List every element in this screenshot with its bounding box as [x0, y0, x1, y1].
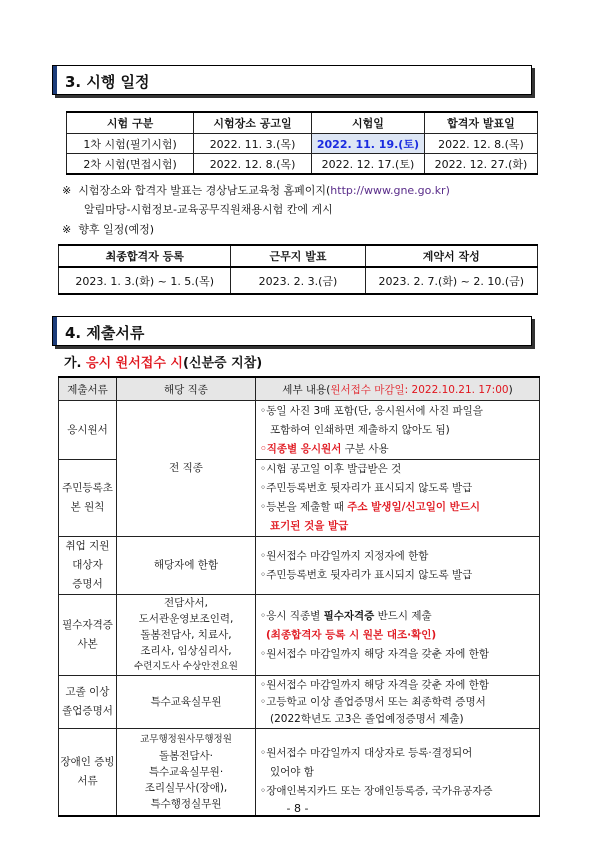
detail-line: ◦장애인복지카드 또는 장애인등록증, 국가유공자증 — [260, 784, 493, 797]
subsection-title — [64, 352, 262, 371]
cell-contract: 2023. 2. 7.(화) ~ 2. 10.(금) — [365, 267, 537, 294]
detail-bold: ◦직종별 응시원서 — [260, 442, 342, 455]
header-details — [256, 377, 540, 401]
header-deadline: 원서접수 마감일: 2022.10.21. 17:00 — [330, 383, 509, 396]
note-2 — [62, 221, 154, 237]
detail-text: ◦등본을 제출할 때 — [260, 501, 348, 513]
note-text: 향후 일정(예정) — [78, 223, 155, 236]
header-final-registration: 최종합격자 등록 — [59, 245, 231, 267]
page-number: - 8 - — [286, 802, 309, 815]
cell-document — [59, 676, 117, 729]
table-row — [59, 401, 540, 460]
detail-line: 포함하여 인쇄하면 제출하지 않아도 됨) — [270, 423, 450, 436]
future-schedule-table — [58, 244, 538, 295]
job-line: 돌봄전담사· — [158, 750, 214, 762]
job-line: 특수행정실무원 — [150, 798, 222, 810]
note-1-line2: 알림마당-시험정보-교육공무직원채용시험 칸에 게시 — [84, 203, 333, 216]
detail-text: 구분 사용 — [341, 442, 389, 455]
cell-exam-date: 2022. 12. 17.(토) — [311, 154, 424, 175]
table-header-row — [59, 245, 538, 267]
header-result-date: 합격자 발표일 — [424, 112, 537, 134]
detail-line: ◦원서접수 마감일까지 해당 자격을 갖춘 자에 한함 — [260, 678, 490, 691]
header-exam-type: 시험 구분 — [67, 112, 194, 134]
cell-venue-notice: 2022. 12. 8.(목) — [194, 154, 312, 175]
header-exam-date: 시험일 — [311, 112, 424, 134]
document-name-line: 졸업증명서 — [62, 705, 113, 717]
note-1 — [62, 182, 450, 198]
detail-text: 반드시 제출 — [374, 609, 432, 622]
section-4-header — [52, 316, 532, 346]
detail-line — [260, 440, 539, 459]
cell-exam-date: 2022. 11. 19.(토) — [311, 134, 424, 154]
header-job: 해당 직종 — [117, 377, 256, 401]
cell-final-registration: 2023. 1. 3.(화) ~ 1. 5.(목) — [59, 267, 231, 294]
section-bar — [53, 317, 57, 345]
table-header-row — [67, 112, 538, 134]
cell-venue-notice: 2022. 11. 3.(목) — [194, 134, 312, 154]
cell-document — [59, 537, 117, 595]
cell-job: 전 직종 — [117, 401, 256, 537]
detail-line: ◦원서접수 마감일까지 지정자에 한함 — [260, 549, 429, 562]
job-line: 전담사서, — [164, 597, 208, 609]
header-workplace-notice: 근무지 발표 — [231, 245, 365, 267]
schedule-table — [66, 111, 538, 175]
cell-workplace-notice: 2023. 2. 3.(금) — [231, 267, 365, 294]
cell-details — [256, 595, 540, 676]
note-text: 시험장소와 합격자 발표는 경상남도교육청 홈페이지( — [78, 184, 331, 197]
detail-text: ◦응시 직종별 — [260, 609, 324, 622]
header-details-suffix: ) — [508, 383, 513, 396]
job-line: 돌봄전담사, 치료사, — [140, 629, 232, 641]
table-row — [59, 676, 540, 729]
job-line: 교무행정원사무행정원 — [140, 734, 232, 745]
subsection-suffix: (신분증 지참) — [183, 356, 263, 371]
note-mark: ※ — [62, 184, 72, 197]
section-3-title: 3. 시행 일정 — [65, 73, 150, 91]
cell-document: 장애인 증빙서류 — [59, 729, 117, 817]
table-header-row — [59, 377, 540, 401]
table-row — [67, 154, 538, 175]
section-3-header — [52, 65, 532, 95]
header-venue-notice: 시험장소 공고일 — [194, 112, 312, 134]
cell-document: 필수자격증 사본 — [59, 595, 117, 676]
detail-line — [260, 607, 539, 626]
subsection-highlight: 응시 원서접수 시 — [86, 356, 183, 371]
detail-bold: 필수자격증 — [323, 609, 375, 622]
document-name-line: 고졸 이상 — [65, 686, 110, 698]
detail-line: 있어야 함 — [270, 765, 314, 778]
detail-line: (2022학년도 고3은 졸업예정증명서 제출) — [270, 712, 464, 725]
header-document: 제출서류 — [59, 377, 117, 401]
detail-line: ◦원서접수 마감일까지 대상자로 등록·결정되어 — [260, 746, 473, 759]
detail-line: ◦원서접수 마감일까지 해당 자격을 갖춘 자에 한함 — [260, 647, 490, 660]
table-row — [59, 537, 540, 595]
detail-emphasis: 주소 발생일/신고일이 반드시 — [347, 501, 481, 513]
cell-document: 주민등록초본 원칙 — [59, 460, 117, 537]
homepage-link[interactable]: http://www.gne.go.kr) — [330, 184, 450, 197]
detail-line: ◦고등학교 이상 졸업증명서 또는 최종학력 증명서 — [260, 695, 486, 708]
cell-result-date: 2022. 12. 8.(목) — [424, 134, 537, 154]
detail-line: ◦시험 공고일 이후 발급받은 것 — [260, 463, 402, 475]
section-4-title: 4. 제출서류 — [65, 324, 145, 342]
subsection-prefix: 가. — [64, 356, 87, 371]
cell-details — [256, 460, 540, 537]
detail-line — [260, 498, 539, 517]
cell-job: 해당자에 한함 — [117, 537, 256, 595]
documents-table — [58, 376, 540, 817]
cell-job: 특수교육실무원 — [117, 676, 256, 729]
job-line: 조리실무사(장애), — [144, 782, 228, 794]
document-name-line: 취업 지원 대상자 — [65, 540, 110, 571]
cell-details — [256, 401, 540, 460]
header-contract: 계약서 작성 — [365, 245, 537, 267]
job-line: 수련지도사 수상안전요원 — [134, 661, 238, 672]
job-line: 특수교육실무원· — [148, 766, 224, 778]
section-bar — [53, 66, 57, 94]
table-row — [59, 267, 538, 294]
detail-line: 표기된 것을 발급 — [270, 520, 349, 532]
cell-exam-type: 1차 시험(필기시험) — [67, 134, 194, 154]
detail-line: (최종합격자 등록 시 원본 대조·확인) — [266, 628, 437, 641]
cell-details — [256, 676, 540, 729]
document-name-line: 증명서 — [72, 578, 103, 590]
detail-line: ◦동일 사진 3매 포함(단, 응시원서에 사진 파일을 — [260, 404, 483, 417]
table-row — [67, 134, 538, 154]
header-details-prefix: 세부 내용( — [282, 383, 331, 396]
cell-exam-type: 2차 시험(면접시험) — [67, 154, 194, 175]
cell-details — [256, 537, 540, 595]
detail-line: ◦주민등록번호 뒷자리가 표시되지 않도록 발급 — [260, 482, 473, 494]
cell-document: 응시원서 — [59, 401, 117, 460]
cell-job — [117, 595, 256, 676]
job-line: 조리사, 임상심리사, — [140, 645, 232, 657]
job-line: 도서관운영보조인력, — [138, 613, 234, 625]
cell-result-date: 2022. 12. 27.(화) — [424, 154, 537, 175]
note-mark: ※ — [62, 223, 72, 236]
table-row — [59, 595, 540, 676]
detail-line: ◦주민등록번호 뒷자리가 표시되지 않도록 발급 — [260, 568, 473, 581]
